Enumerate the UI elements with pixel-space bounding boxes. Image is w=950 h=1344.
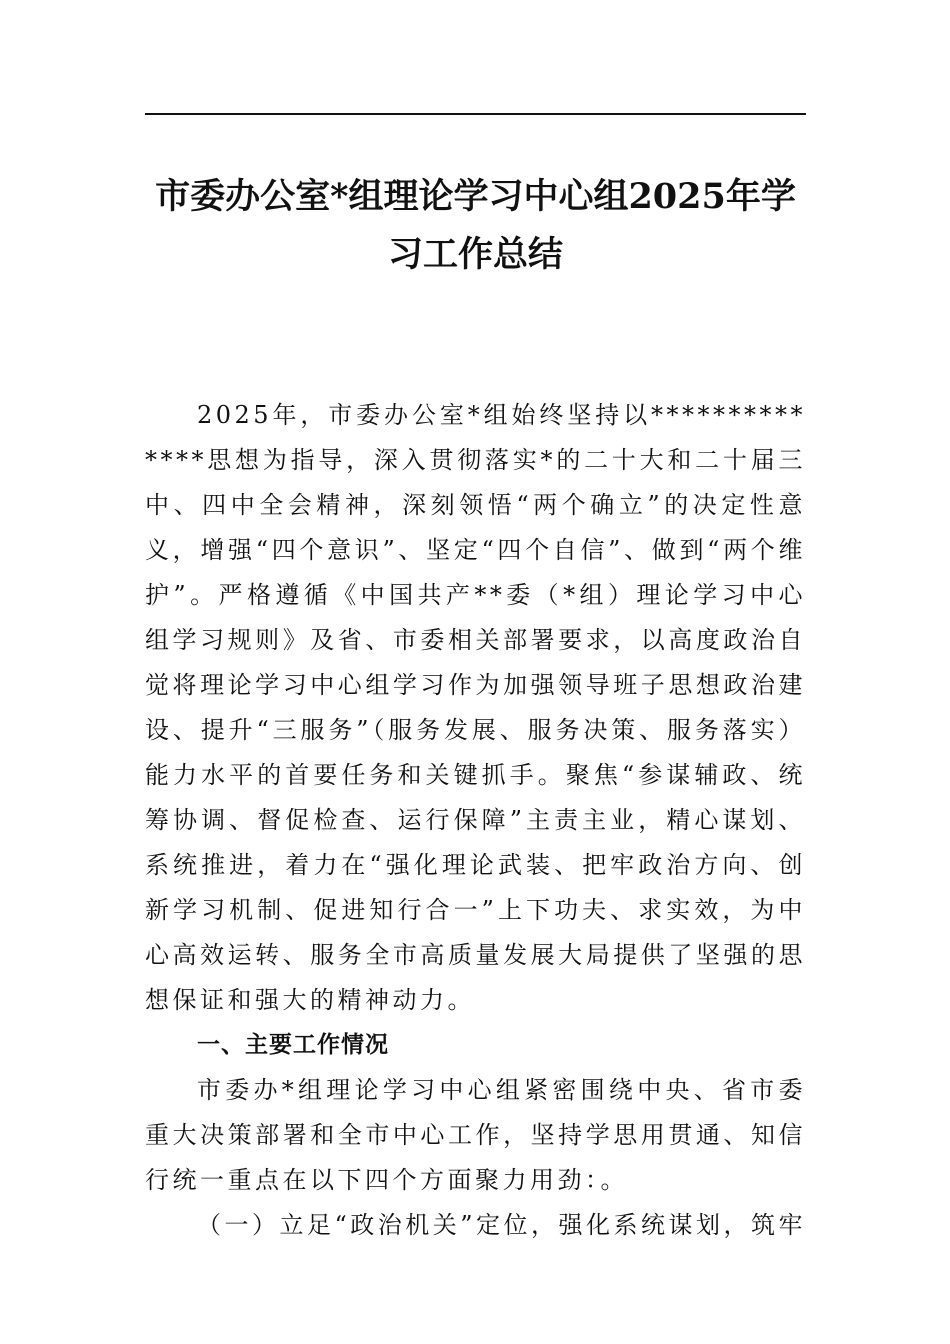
title-line-1: 市委办公室*组理论学习中心组2025年学 xyxy=(155,176,796,217)
title-line-2: 习工作总结 xyxy=(387,234,563,275)
document-title xyxy=(145,168,806,284)
header-rule xyxy=(145,113,806,115)
intro-paragraph: 2025年，市委办公室*组始终坚持以**************思想为指导，深入贯彻落实*的二十大和二十届三中、四中全会精神，深刻领悟“两个确立”的决定性意义，增强“四个意识”、坚定“四个自信”、做到“两个维护”。严格遵循《中国共产**委（*组）理论学习中心组学习规则》及省、市委相关部署要求，以高度政治自觉将理论学习中心组学习作为加强领导班子思想政治建设、提升“三服务”（服务发展、服务决策、服务落实）能力水平的首要任务和关键抓手。聚焦“参谋辅政、统筹协调、督促检查、运行保障”主责主业，精心谋划、系统推进，着力在“强化理论武装、把牢政治方向、创新学习机制、促进知行合一”上下功夫、求实效，为中心高效运转、服务全市高质量发展大局提供了坚强的思想保证和强大的精神动力。 xyxy=(145,401,806,1014)
section-heading-1: 一、主要工作情况 xyxy=(197,1032,389,1058)
document-body xyxy=(145,393,806,1248)
section-1-paragraph: 市委办*组理论学习中心组紧密围绕中央、省市委重大决策部署和全市中心工作，坚持学思用贯通、知信行统一重点在以下四个方面聚力用劲：。 xyxy=(145,1076,806,1194)
subsection-heading-1: （一）立足“政治机关”定位，强化系统谋划，筑牢 xyxy=(197,1211,806,1239)
